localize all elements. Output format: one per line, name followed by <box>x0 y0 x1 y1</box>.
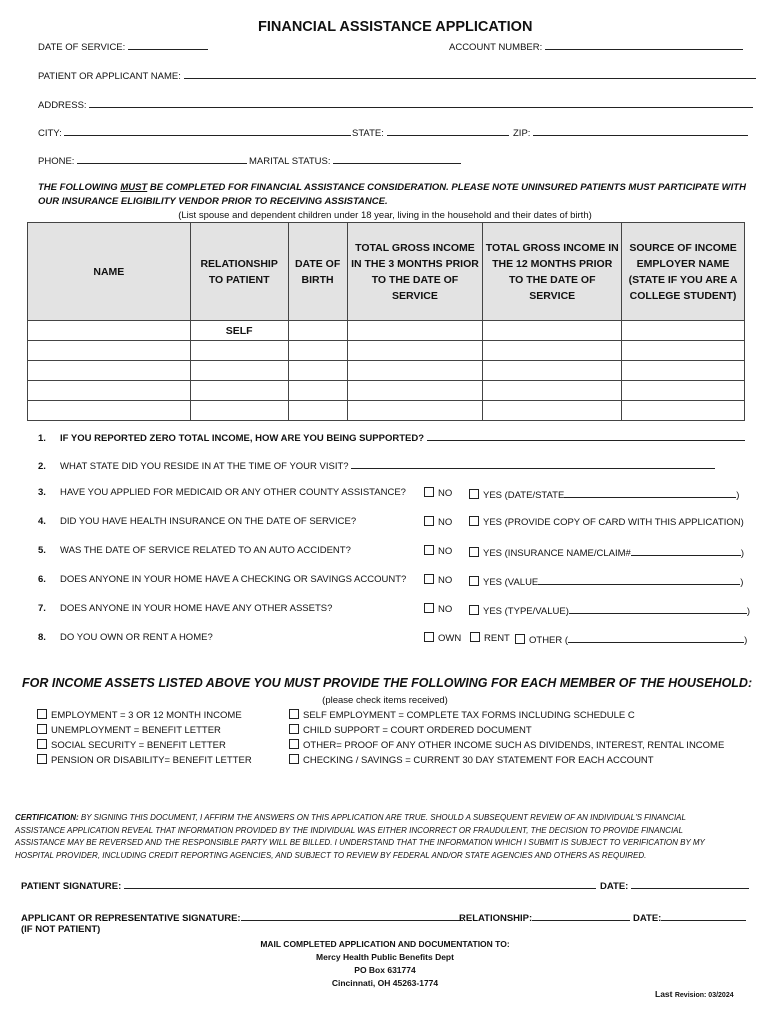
other-label: OTHER ( <box>529 635 569 646</box>
account-number-label: ACCOUNT NUMBER: <box>449 42 543 53</box>
q8-own-checkbox[interactable] <box>424 632 461 644</box>
header-source: SOURCE OF INCOME EMPLOYER NAME (STATE IF YOU ARE A COLLEGE STUDENT) <box>622 223 745 321</box>
question-number: 6. <box>38 574 46 585</box>
checklist-item[interactable] <box>37 708 252 723</box>
yes-label: YES (TYPE/VALUE) <box>483 606 569 617</box>
phone-line <box>77 153 247 164</box>
question-number: 3. <box>38 487 46 498</box>
address-field[interactable] <box>38 97 753 111</box>
address-label: ADDRESS: <box>38 100 87 111</box>
header-income-12mo: TOTAL GROSS INCOME IN THE 12 MONTHS PRIOR TO THE DATE OF SERVICE <box>483 223 622 321</box>
q4-yes-checkbox[interactable] <box>469 516 744 528</box>
marital-status-label: MARITAL STATUS: <box>249 156 331 167</box>
question-text: DOES ANYONE IN YOUR HOME HAVE ANY OTHER ASSETS? <box>60 603 333 614</box>
mail-heading: MAIL COMPLETED APPLICATION AND DOCUMENTATION TO: <box>260 939 510 949</box>
table-cell[interactable] <box>288 341 347 361</box>
relationship-field[interactable] <box>459 910 630 924</box>
zip-line <box>533 125 748 136</box>
checklist-item[interactable] <box>289 723 724 738</box>
notice-must: MUST <box>120 182 148 193</box>
question-2 <box>38 458 715 472</box>
table-cell[interactable] <box>347 381 483 401</box>
header-relationship: RELATIONSHIP TO PATIENT <box>190 223 288 321</box>
checkbox-icon <box>37 724 47 734</box>
table-cell[interactable] <box>622 401 745 421</box>
zip-field[interactable] <box>513 125 748 139</box>
table-cell[interactable] <box>288 401 347 421</box>
header-income-3mo: TOTAL GROSS INCOME IN THE 3 MONTHS PRIOR TO THE DATE OF SERVICE <box>347 223 483 321</box>
q5-no-checkbox[interactable] <box>424 545 452 557</box>
mail-address-line: PO Box 631774 <box>354 965 416 975</box>
checklist-item[interactable] <box>37 723 252 738</box>
relationship-label: RELATIONSHIP: <box>459 913 533 924</box>
patient-name-field[interactable] <box>38 68 756 82</box>
date-line <box>631 878 749 889</box>
table-row <box>28 361 745 381</box>
household-table <box>27 222 745 421</box>
checkbox-icon <box>515 634 525 644</box>
checklist-label: CHECKING / SAVINGS = CURRENT 30 DAY STATEMENT FOR EACH ACCOUNT <box>303 755 654 766</box>
marital-status-line <box>333 153 461 164</box>
header-dob: DATE OF BIRTH <box>288 223 347 321</box>
date-line <box>661 910 746 921</box>
checkbox-icon <box>469 516 479 526</box>
income-subheading: (please check items received) <box>322 695 448 706</box>
question-text: DOES ANYONE IN YOUR HOME HAVE A CHECKING OR SAVINGS ACCOUNT? <box>60 574 407 585</box>
signature-line <box>241 910 463 921</box>
q8-rent-checkbox[interactable] <box>470 632 510 644</box>
checklist-label: CHILD SUPPORT = COURT ORDERED DOCUMENT <box>303 725 532 736</box>
table-row <box>28 341 745 361</box>
question-text: WHAT STATE DID YOU RESIDE IN AT THE TIME OF YOUR VISIT? <box>60 461 349 472</box>
table-cell[interactable] <box>347 341 483 361</box>
question-text: WAS THE DATE OF SERVICE RELATED TO AN AUTO ACCIDENT? <box>60 545 351 556</box>
marital-status-field[interactable] <box>249 153 461 167</box>
checklist-label: PENSION OR DISABILITY= BENEFIT LETTER <box>51 755 252 766</box>
answer-line <box>569 603 747 614</box>
checkbox-icon <box>424 545 434 555</box>
yes-label: YES (DATE/STATE <box>483 490 565 501</box>
table-cell[interactable] <box>190 361 288 381</box>
patient-name-line <box>184 68 756 79</box>
notice-text-cont: BE COMPLETED FOR FINANCIAL ASSISTANCE CONSIDERATION. PLEASE NOTE UNINSURED PATIENTS MUST PARTICIPATE WITH <box>147 182 746 193</box>
answer-line <box>564 487 736 498</box>
question-4 <box>38 516 356 527</box>
patient-signature-label: PATIENT SIGNATURE: <box>21 881 122 892</box>
answer-line <box>631 545 741 556</box>
applicant-signature-label: APPLICANT OR REPRESENTATIVE SIGNATURE: <box>21 913 241 924</box>
checkbox-icon <box>469 576 479 586</box>
patient-signature-field[interactable] <box>21 878 596 892</box>
question-number: 5. <box>38 545 46 556</box>
date-of-service-line <box>128 39 208 50</box>
table-cell[interactable] <box>28 381 191 401</box>
table-cell[interactable] <box>622 381 745 401</box>
checklist-label: OTHER= PROOF OF ANY OTHER INCOME SUCH AS DIVIDENDS, INTEREST, RENTAL INCOME <box>303 740 725 751</box>
checklist-label: SELF EMPLOYMENT = COMPLETE TAX FORMS INCLUDING SCHEDULE C <box>303 710 635 721</box>
question-3 <box>38 487 406 498</box>
checkbox-icon <box>424 516 434 526</box>
table-row <box>28 381 745 401</box>
state-label: STATE: <box>352 128 384 139</box>
question-number: 4. <box>38 516 46 527</box>
certification-body: BY SIGNING THIS DOCUMENT, I AFFIRM THE ANSWERS ON THIS APPLICATION ARE TRUE. SHOULD A SUBSEQUENT REVIEW OF AN INDIVIDUAL'S FINANCIAL ASSISTANCE APPLICATION REVEAL THAT INFORMATION PROVIDED BY THE INDIVIDUAL WAS EITHER INCORRECT OR FRAUDULENT, THE DECISION TO PROVIDE FINANCIAL ASSISTANCE MAY BE REVERSED AND THE RESPONSIBLE PARTY WILL BE BILLED. I UNDERSTAND THAT THE INFORMATION WHICH I SUBMIT IS SUBJECT TO VERIFICATION BY MY HOSPITAL PROVIDER, INCLUDING CREDIT REPORTING AGENCIES, AND SUBJECT TO REVIEW BY FEDERAL AND/OR STATE AGENCIES AND OTHERS AS REQUIRED. <box>15 813 705 860</box>
table-row <box>28 401 745 421</box>
table-cell-self: SELF <box>190 321 288 341</box>
checklist-item[interactable] <box>289 753 724 768</box>
no-label: NO <box>438 575 453 586</box>
date-label: DATE: <box>633 913 662 924</box>
yes-label: YES (PROVIDE COPY OF CARD WITH THIS APPLICATION) <box>483 517 744 528</box>
question-number: 1. <box>38 433 46 444</box>
checkbox-icon <box>289 754 299 764</box>
certification-label: CERTIFICATION: <box>15 813 79 822</box>
checkbox-icon <box>469 489 479 499</box>
table-cell[interactable] <box>622 321 745 341</box>
checkbox-icon <box>424 487 434 497</box>
patient-name-label: PATIENT OR APPLICANT NAME: <box>38 71 181 82</box>
notice-line-3: (List spouse and dependent children under 18 year, living in the household and their dates of birth) <box>178 210 592 221</box>
zip-label: ZIP: <box>513 128 531 139</box>
no-label: NO <box>438 546 453 557</box>
table-cell[interactable] <box>483 341 622 361</box>
state-line <box>387 125 509 136</box>
question-8 <box>38 632 213 643</box>
checklist-label: EMPLOYMENT = 3 OR 12 MONTH INCOME <box>51 710 242 721</box>
page-title: FINANCIAL ASSISTANCE APPLICATION <box>258 19 533 35</box>
table-cell[interactable] <box>622 341 745 361</box>
table-cell[interactable] <box>190 381 288 401</box>
no-label: NO <box>438 517 453 528</box>
table-cell[interactable] <box>483 381 622 401</box>
city-label: CITY: <box>38 128 62 139</box>
table-row <box>28 321 745 341</box>
revision-note <box>655 989 734 999</box>
table-cell[interactable] <box>483 361 622 381</box>
answer-line <box>538 574 740 585</box>
checkbox-icon <box>289 709 299 719</box>
yes-label: YES (VALUE <box>483 577 539 588</box>
date-of-service-label: DATE OF SERVICE: <box>38 42 126 53</box>
table-cell[interactable] <box>622 361 745 381</box>
checklist-item[interactable] <box>37 738 252 753</box>
income-checklist-right <box>289 708 724 768</box>
notice-text: THE FOLLOWING <box>38 182 121 193</box>
q7-yes-checkbox[interactable]: YES (TYPE/VALUE) ) <box>469 603 750 617</box>
question-text: DID YOU HAVE HEALTH INSURANCE ON THE DATE OF SERVICE? <box>60 516 357 527</box>
address-line <box>89 97 753 108</box>
q6-no-checkbox[interactable] <box>424 574 452 586</box>
table-cell[interactable] <box>347 401 483 421</box>
q5-yes-checkbox[interactable]: YES (INSURANCE NAME/CLAIM# ) <box>469 545 744 559</box>
question-text: HAVE YOU APPLIED FOR MEDICAID OR ANY OTHER COUNTY ASSISTANCE? <box>60 487 406 498</box>
if-not-patient-note: (IF NOT PATIENT) <box>21 924 101 935</box>
checkbox-icon <box>424 574 434 584</box>
phone-label: PHONE: <box>38 156 75 167</box>
checkbox-icon <box>37 739 47 749</box>
no-label: NO <box>438 604 453 615</box>
notice-line-2: OUR INSURANCE ELIGIBILITY VENDOR PRIOR TO RECEIVING ASSISTANCE. <box>38 196 388 207</box>
answer-line <box>568 632 744 643</box>
question-1 <box>38 430 745 444</box>
table-cell[interactable] <box>288 361 347 381</box>
patient-date-field[interactable] <box>600 878 749 892</box>
question-number: 8. <box>38 632 46 643</box>
relationship-line <box>532 910 630 921</box>
account-number-field[interactable] <box>449 39 743 53</box>
date-of-service-field[interactable] <box>38 39 208 53</box>
date-label: DATE: <box>600 881 629 892</box>
city-field[interactable] <box>38 125 351 139</box>
header-name: NAME <box>28 223 191 321</box>
table-cell[interactable] <box>288 321 347 341</box>
checklist-label: UNEMPLOYMENT = BENEFIT LETTER <box>51 725 221 736</box>
own-label: OWN <box>438 633 462 644</box>
checkbox-icon <box>469 605 479 615</box>
q6-yes-checkbox[interactable]: YES (VALUE ) <box>469 574 743 588</box>
question-text: IF YOU REPORTED ZERO TOTAL INCOME, HOW ARE YOU BEING SUPPORTED? <box>60 433 425 444</box>
checklist-item[interactable] <box>37 753 252 768</box>
checkbox-icon <box>424 603 434 613</box>
revision-last: Last <box>655 989 673 999</box>
checkbox-icon <box>37 709 47 719</box>
applicant-date-field[interactable] <box>633 910 746 924</box>
rent-label: RENT <box>484 633 510 644</box>
table-cell[interactable] <box>190 341 288 361</box>
q8-other-checkbox[interactable]: OTHER ( ) <box>515 632 747 646</box>
table-cell[interactable] <box>28 401 191 421</box>
notice-line-1 <box>38 182 746 193</box>
checkbox-icon <box>289 739 299 749</box>
checkbox-icon <box>470 632 480 642</box>
checklist-label: SOCIAL SECURITY = BENEFIT LETTER <box>51 740 226 751</box>
table-cell[interactable] <box>347 321 483 341</box>
table-cell[interactable] <box>28 361 191 381</box>
question-7 <box>38 603 332 614</box>
checkbox-icon <box>37 754 47 764</box>
checklist-item[interactable] <box>289 708 724 723</box>
mail-address-line: Cincinnati, OH 45263-1774 <box>331 978 439 988</box>
question-number: 2. <box>38 461 46 472</box>
table-cell[interactable] <box>483 401 622 421</box>
checkbox-icon <box>469 547 479 557</box>
answer-line[interactable] <box>351 458 715 469</box>
income-checklist-left <box>37 708 252 768</box>
table-cell[interactable] <box>288 381 347 401</box>
table-header-row <box>28 223 745 321</box>
applicant-signature-field[interactable] <box>21 910 463 924</box>
mail-block <box>0 938 770 990</box>
q3-yes-checkbox[interactable]: YES (DATE/STATE ) <box>469 487 739 501</box>
q3-no-checkbox[interactable] <box>424 487 452 499</box>
answer-line[interactable] <box>427 430 745 441</box>
q7-no-checkbox[interactable] <box>424 603 452 615</box>
revision-text: Revision: 03/2024 <box>674 992 734 999</box>
table-cell[interactable] <box>28 341 191 361</box>
state-field[interactable] <box>352 125 509 139</box>
mail-address-line: Mercy Health Public Benefits Dept <box>316 952 454 962</box>
checkbox-icon <box>424 632 434 642</box>
question-number: 7. <box>38 603 46 614</box>
q4-no-checkbox[interactable] <box>424 516 452 528</box>
signature-line <box>124 878 596 889</box>
no-label: NO <box>438 488 453 499</box>
table-cell[interactable] <box>190 401 288 421</box>
question-6 <box>38 574 406 585</box>
checklist-item[interactable] <box>289 738 724 753</box>
question-5 <box>38 545 351 556</box>
table-cell[interactable] <box>28 321 191 341</box>
account-number-line <box>545 39 743 50</box>
table-cell[interactable] <box>483 321 622 341</box>
income-heading: FOR INCOME ASSETS LISTED ABOVE YOU MUST PROVIDE THE FOLLOWING FOR EACH MEMBER OF THE HOUSEHOLD: <box>22 676 753 690</box>
certification-text <box>15 812 727 862</box>
phone-field[interactable] <box>38 153 247 167</box>
checkbox-icon <box>289 724 299 734</box>
table-cell[interactable] <box>347 361 483 381</box>
question-text: DO YOU OWN OR RENT A HOME? <box>60 632 213 643</box>
city-line <box>64 125 351 136</box>
yes-label: YES (INSURANCE NAME/CLAIM# <box>483 548 631 559</box>
